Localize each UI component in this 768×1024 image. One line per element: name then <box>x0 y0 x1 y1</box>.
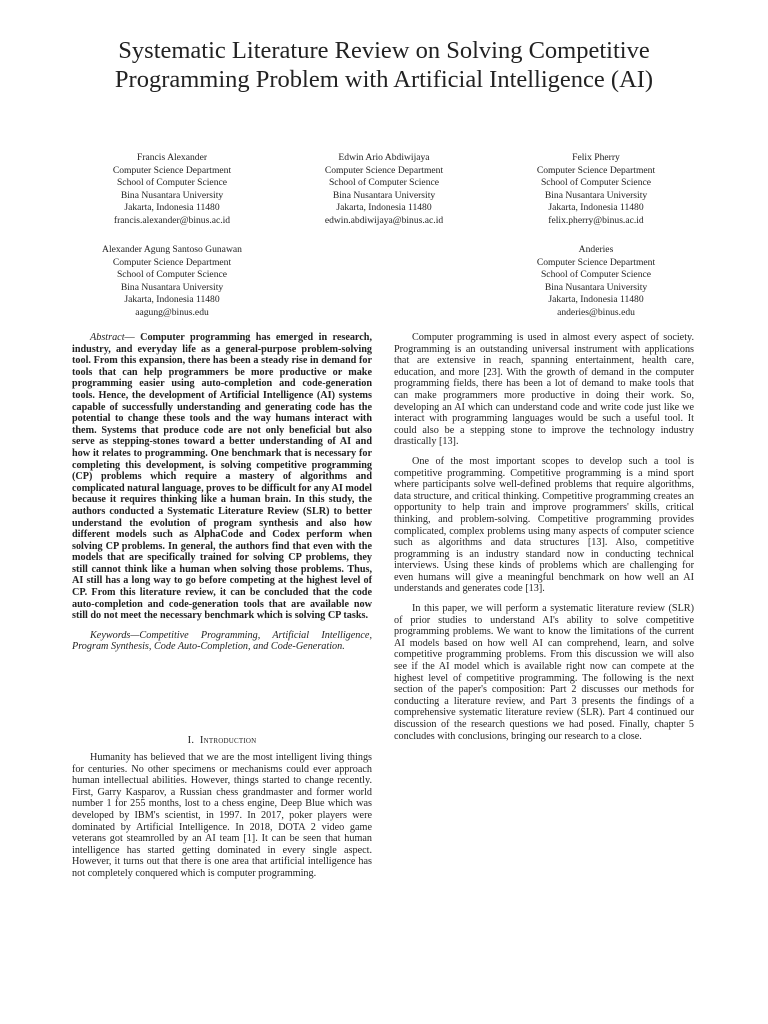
author-block <box>72 244 272 320</box>
author-block <box>496 152 696 228</box>
keywords: Keywords—Competitive Programming, Artificial Intelligence, Program Synthesis, Code Auto-Completion, and Code-Generation. <box>72 629 372 653</box>
left-column <box>72 332 372 661</box>
author-block <box>284 152 484 228</box>
abstract <box>72 332 372 622</box>
abstract-dash: — <box>124 332 141 343</box>
author-university: Bina Nusantara University <box>120 189 224 201</box>
author-city: Jakarta, Indonesia 11480 <box>124 294 220 306</box>
abstract-text: Computer programming has emerged in research, industry, and everyday life as a general-purpose problem-solving tool. From this expansion, there has been a steady rise in demand for tools that can help programmers be more productive or make programming easier using auto-completion and code-generation tools. Hence, the development of Artificial Intelligence (AI) systems capable of successfully understanding and generating code has the potential to change these tools and the way humans interact with them. Systems that produce code are not only beneficial but also serve as stepping-stones toward a better understanding of AI and how it relates to programming. One benchmark that is necessary for completing this development, is solving competitive programming (CP) problems which require a mastery of algorithms and complicated natural language, proves to be difficult for any AI model because it requires thinking like a human brain. In this study, the authors conducted a Systematic Literature Review (SLR) to better understand the evolution of program synthesis and also how different models such as AlphaCode and Codex perform when solving CP problems. In general, the authors find that even with the models that are specifically trained for solving CP problems, they still cannot think like a human when solving those problems. Thus, AI still has a long way to go before competing at the highest level of CP. From this literature review, it can be concluded that the code auto-completion and code-generation tools that are available now still do not meet the necessary benchmark which is solving CP tasks. <box>72 332 373 622</box>
author-city: Jakarta, Indonesia 11480 <box>336 202 432 214</box>
author-email: anderies@binus.edu <box>557 306 635 318</box>
section-number: I. <box>187 735 195 746</box>
author-email: francis.alexander@binus.ac.id <box>113 214 231 226</box>
author-city: Jakarta, Indonesia 11480 <box>124 202 220 214</box>
abstract-label: Abstract <box>90 332 125 343</box>
body-paragraph: Computer programming is used in almost every aspect of society. Programming is an outstanding universal instrument with applications that are extensive in reach, spanning entertainment, health care, education, and more [23]. With the growth of demand in the computer programming fields, there has been a lot of demand to make tools that can make programmers more productive in doing their work. So, developing an AI which can understand code and write code just like we interact with programming languages would be such a useful tool. It could also be a stepping stone to improve the technology industry drastically [13]. <box>394 332 694 448</box>
author-name: Felix Pherry <box>572 152 620 163</box>
author-name: Anderies <box>578 244 614 255</box>
author-university: Bina Nusantara University <box>544 281 648 293</box>
author-department: Computer Science Department <box>324 164 444 176</box>
author-school: School of Computer Science <box>328 177 440 189</box>
author-department: Computer Science Department <box>112 256 232 268</box>
intro-left-column <box>72 752 372 888</box>
author-city: Jakarta, Indonesia 11480 <box>548 294 644 306</box>
author-school: School of Computer Science <box>116 177 228 189</box>
intro-paragraph: Humanity has believed that we are the most intelligent living things for centuries. No other specimens or mechanisms could ever approach human intellectual abilities. However, things started to change recently. First, Garry Kasparov, a Russian chess grandmaster and former world number 1 for 255 months, lost to a chess engine, Deep Blue which was developed by IBM's scientist, in 1997. In 2017, poker players were dominated by Artificial Intelligence. In 2018, DOTA 2 video game veterans got steamrolled by an AI team [1]. It can be seen that human intelligence has started getting dominated in every single aspect. However, it turns out that there is one area that artificial intelligence has not completely conquered which is computer programming. <box>72 752 372 879</box>
author-school: School of Computer Science <box>540 177 652 189</box>
author-city: Jakarta, Indonesia 11480 <box>548 202 644 214</box>
author-school: School of Computer Science <box>116 269 228 281</box>
author-email: felix.pherry@binus.ac.id <box>548 214 644 226</box>
author-university: Bina Nusantara University <box>120 281 224 293</box>
author-department: Computer Science Department <box>536 164 656 176</box>
author-block <box>72 152 272 228</box>
body-paragraph: One of the most important scopes to develop such a tool is competitive programming. Competitive programming is a mind sport where participants solve well-defined problems that require algorithms, data structure, and critical thinking. Competitive programming creates an opportunity to help train and improve programmers' skills, critical thinking, and problem-solving. Competitive programming provides complicated, complex problems using many aspects of computer science such as algorithms and data structures [13]. Also, competitive programming is an industry standard now in conducting technical interviews. Using these kinds of problems which are challenging for even humans will give a meaningful benchmark on how well an AI understands and generates code [13]. <box>394 455 694 595</box>
author-name: Edwin Ario Abdiwijaya <box>338 152 430 163</box>
author-email: aagung@binus.edu <box>135 306 209 318</box>
author-department: Computer Science Department <box>112 164 232 176</box>
section-title: Introduction <box>199 735 257 746</box>
author-name: Alexander Agung Santoso Gunawan <box>102 244 242 255</box>
author-school: School of Computer Science <box>540 269 652 281</box>
author-name: Francis Alexander <box>136 152 208 163</box>
author-block <box>496 244 696 320</box>
author-university: Bina Nusantara University <box>544 189 648 201</box>
right-column <box>394 332 694 750</box>
author-university: Bina Nusantara University <box>332 189 436 201</box>
body-paragraph: In this paper, we will perform a systematic literature review (SLR) of prior studies to understand AI's ability to solve competitive programming problems. We want to know the limitations of the current AI models based on how well AI can comprehend, learn, and solve competitive programming problems. From this discussion we will also see if the AI model which is available right now can compete at the highest level of competitive programming. The following is the next section of the paper's composition: Part 2 discusses our methods for conducting a literature review, and Part 3 presents the findings of a comprehensive systematic literature review (SLR). Part 4 continued our discussion of the research questions we had posed. Finally, chapter 5 concludes with conclusions, bringing our research to a close. <box>394 603 694 742</box>
author-department: Computer Science Department <box>536 256 656 268</box>
paper-title: Systematic Literature Review on Solving Competitive Programming Problem with Artificial Intelligence (AI) <box>114 37 654 93</box>
author-email: edwin.abdiwijaya@binus.ac.id <box>324 214 444 226</box>
section-heading <box>72 735 372 746</box>
